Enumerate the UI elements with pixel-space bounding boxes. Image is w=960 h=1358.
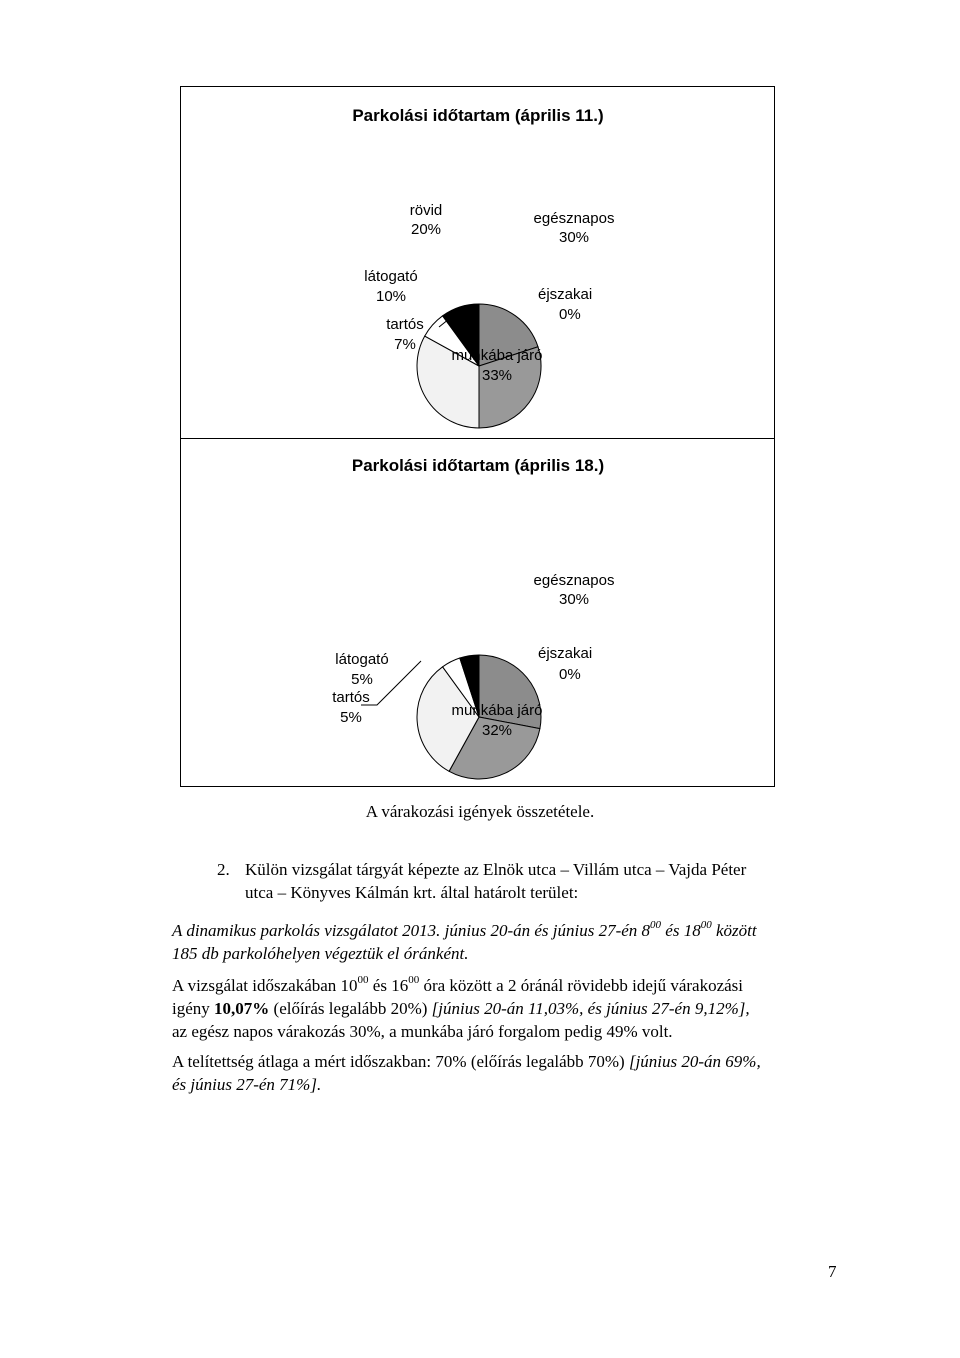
slice-value-tartos: 7% [394, 336, 416, 353]
pie-chart-april-18 [180, 438, 775, 787]
text: A telítettség átlaga a mért időszakban: 70% (előírás legalább 70%) [172, 1052, 629, 1071]
slice-value-egesznapos: 30% [558, 591, 590, 608]
slice-label-rovid: rövid [409, 202, 443, 219]
chart-title: Parkolási időtartam (április 11.) [352, 106, 604, 125]
slice-value-rovid: 28% [424, 624, 456, 641]
slice-value-latogato: 10% [375, 288, 407, 305]
slice-label-egesznapos: egésznapos [533, 210, 615, 227]
slice-label-egesznapos: egésznapos [533, 572, 615, 589]
item-line-2: utca – Könyves Kálmán krt. által határolt terület: [245, 883, 579, 902]
slice-value-rovid: 20% [410, 221, 442, 238]
slice-label-tartos: tartós [386, 316, 424, 333]
paragraph-1-line-2: 185 db parkolóhelyen végeztük el óránként. [172, 944, 469, 963]
bold-value: 10,07% [214, 999, 270, 1018]
paragraph-3-line-1 [172, 1050, 761, 1073]
slice-value-ejszakai: 0% [559, 666, 581, 683]
text: A dinamikus parkolás vizsgálatot 2013. június 20-án és június 27-én 8 [172, 921, 651, 940]
slice-label-ejszakai: éjszakai [538, 645, 593, 662]
item-line-1: Külön vizsgálat tárgyát képezte az Elnök utca – Villám utca – Vajda Péter [245, 860, 747, 879]
slice-label-munkaba-jaro: munkába járó [451, 702, 543, 719]
paragraph-3-line-2: és június 27-én 71%]. [172, 1075, 322, 1094]
superscript: 00 [650, 919, 662, 932]
superscript: 00 [408, 974, 420, 987]
paragraph-2-line-3: az egész napos várakozás 30%, a munkába járó forgalom pedig 49% volt. [172, 1022, 673, 1041]
item-number: 2. [217, 860, 230, 879]
slice-label-tartos: tartós [332, 689, 370, 706]
text: (előírás legalább 20%) [269, 999, 432, 1018]
figure-caption: A várakozási igények összetétele. [365, 802, 595, 821]
text: és 16 [368, 976, 409, 995]
italic-text: [június 20-án 69%, [628, 1052, 761, 1071]
slice-label-munkaba-jaro: munkába járó [451, 347, 543, 364]
slice-label-rovid: rövid [423, 604, 457, 621]
pie-chart-april-11 [180, 86, 775, 439]
text: óra között a 2 óránál rövidebb idejű várakozási [419, 976, 744, 995]
slice-label-latogato: látogató [335, 651, 389, 668]
slice-value-munkaba-jaro: 32% [481, 722, 513, 739]
slice-value-latogato: 5% [351, 671, 373, 688]
text: A vizsgálat időszakában 10 [172, 976, 358, 995]
superscript: 00 [700, 919, 712, 932]
text: között [711, 921, 757, 940]
slice-label-latogato: látogató [364, 268, 418, 285]
chart-title: Parkolási időtartam (április 18.) [351, 456, 605, 475]
pie-chart-2-svg [181, 439, 776, 788]
slice-value-ejszakai: 0% [559, 306, 581, 323]
slice-value-tartos: 5% [340, 709, 362, 726]
slice-value-egesznapos: 30% [558, 229, 590, 246]
italic-text: [június 20-án 11,03%, és június 27-én 9,12%], [431, 999, 750, 1018]
pie-chart-1-svg [181, 87, 776, 440]
text: igény [172, 999, 215, 1018]
pie-slices [417, 304, 541, 428]
slice-value-munkaba-jaro: 33% [481, 367, 513, 384]
page-number: 7 [828, 1262, 837, 1281]
paragraph-1-line-1 [172, 919, 757, 942]
slice-label-ejszakai: éjszakai [538, 286, 593, 303]
superscript: 00 [357, 974, 369, 987]
text: és 18 [661, 921, 701, 940]
paragraph-2-line-1 [172, 974, 743, 997]
paragraph-2-line-2 [172, 997, 750, 1020]
